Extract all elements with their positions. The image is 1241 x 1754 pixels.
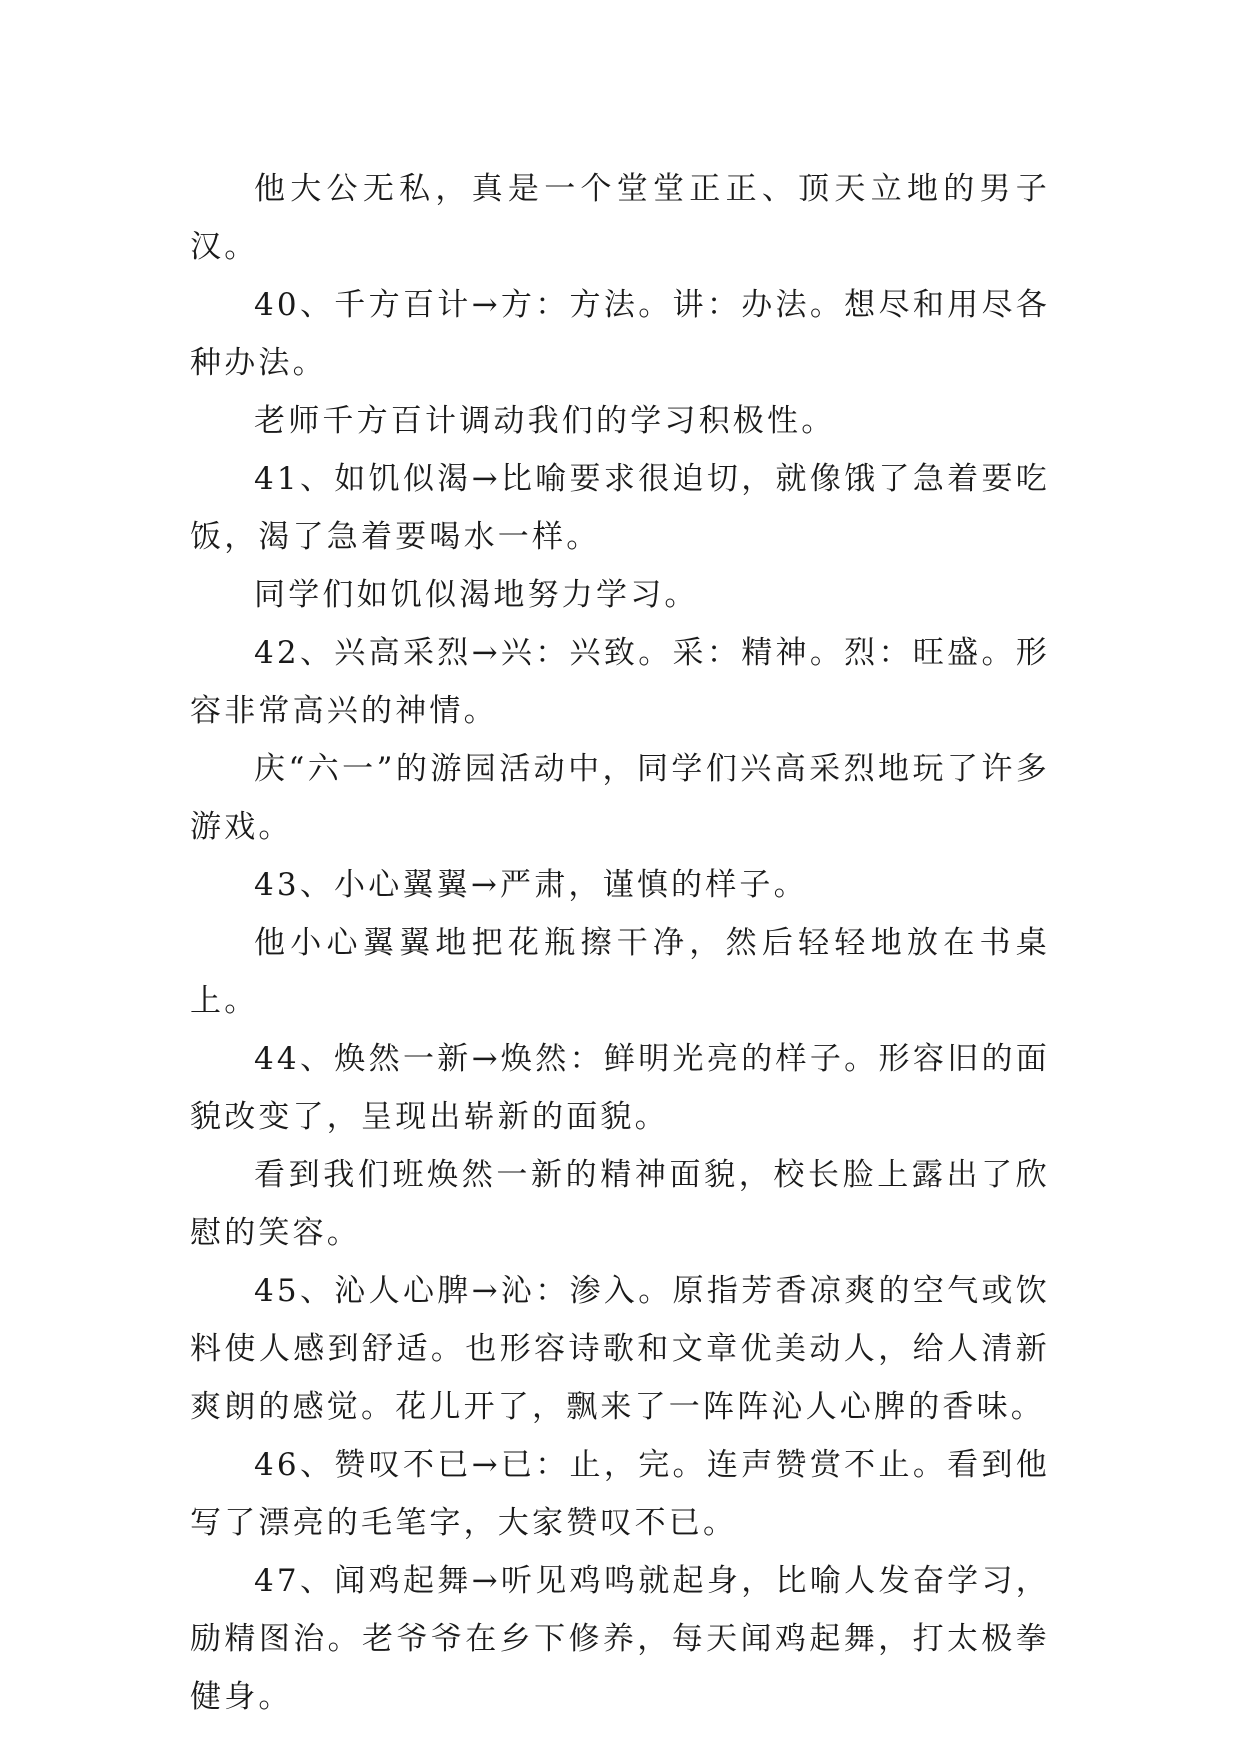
paragraph: 他大公无私，真是一个堂堂正正、顶天立地的男子汉。 xyxy=(190,171,1050,265)
example-sentence: 同学们如饥似渴地努力学习。 xyxy=(254,577,699,613)
idiom-entry-45: 45、沁人心脾→沁：渗入。原指芳香凉爽的空气或饮料使人感到舒适。也形容诗歌和文章优美动人，给人清新爽朗的感觉。花儿开了，飘来了一阵阵沁人心脾的香味。 xyxy=(190,1273,1050,1425)
example-sentence: 庆“六一”的游园活动中，同学们兴高采烈地玩了许多游戏。 xyxy=(190,751,1050,845)
idiom-entry-42: 42、兴高采烈→兴：兴致。采：精神。烈：旺盛。形容非常高兴的神情。 xyxy=(190,635,1050,729)
idiom-entry-46: 46、赞叹不已→已：止，完。连声赞赏不止。看到他写了漂亮的毛笔字，大家赞叹不已。 xyxy=(190,1447,1050,1541)
idiom-entry-44: 44、焕然一新→焕然：鲜明光亮的样子。形容旧的面貌改变了，呈现出崭新的面貌。 xyxy=(190,1041,1050,1135)
example-sentence: 老师千方百计调动我们的学习积极性。 xyxy=(254,403,836,439)
idiom-entry-40: 40、千方百计→方：方法。讲：办法。想尽和用尽各种办法。 xyxy=(190,287,1050,381)
idiom-entry-41: 41、如饥似渴→比喻要求很迫切，就像饿了急着要吃饭，渴了急着要喝水一样。 xyxy=(190,461,1050,555)
idiom-entry-47: 47、闻鸡起舞→听见鸡鸣就起身，比喻人发奋学习，励精图治。老爷爷在乡下修养，每天闻鸡起舞，打太极拳健身。 xyxy=(190,1563,1050,1715)
idiom-entry-43: 43、小心翼翼→严肃，谨慎的样子。 xyxy=(254,867,808,903)
example-sentence: 看到我们班焕然一新的精神面貌，校长脸上露出了欣慰的笑容。 xyxy=(190,1157,1050,1251)
document-body xyxy=(190,160,1050,1726)
example-sentence: 他小心翼翼地把花瓶擦干净，然后轻轻地放在书桌上。 xyxy=(190,925,1050,1019)
